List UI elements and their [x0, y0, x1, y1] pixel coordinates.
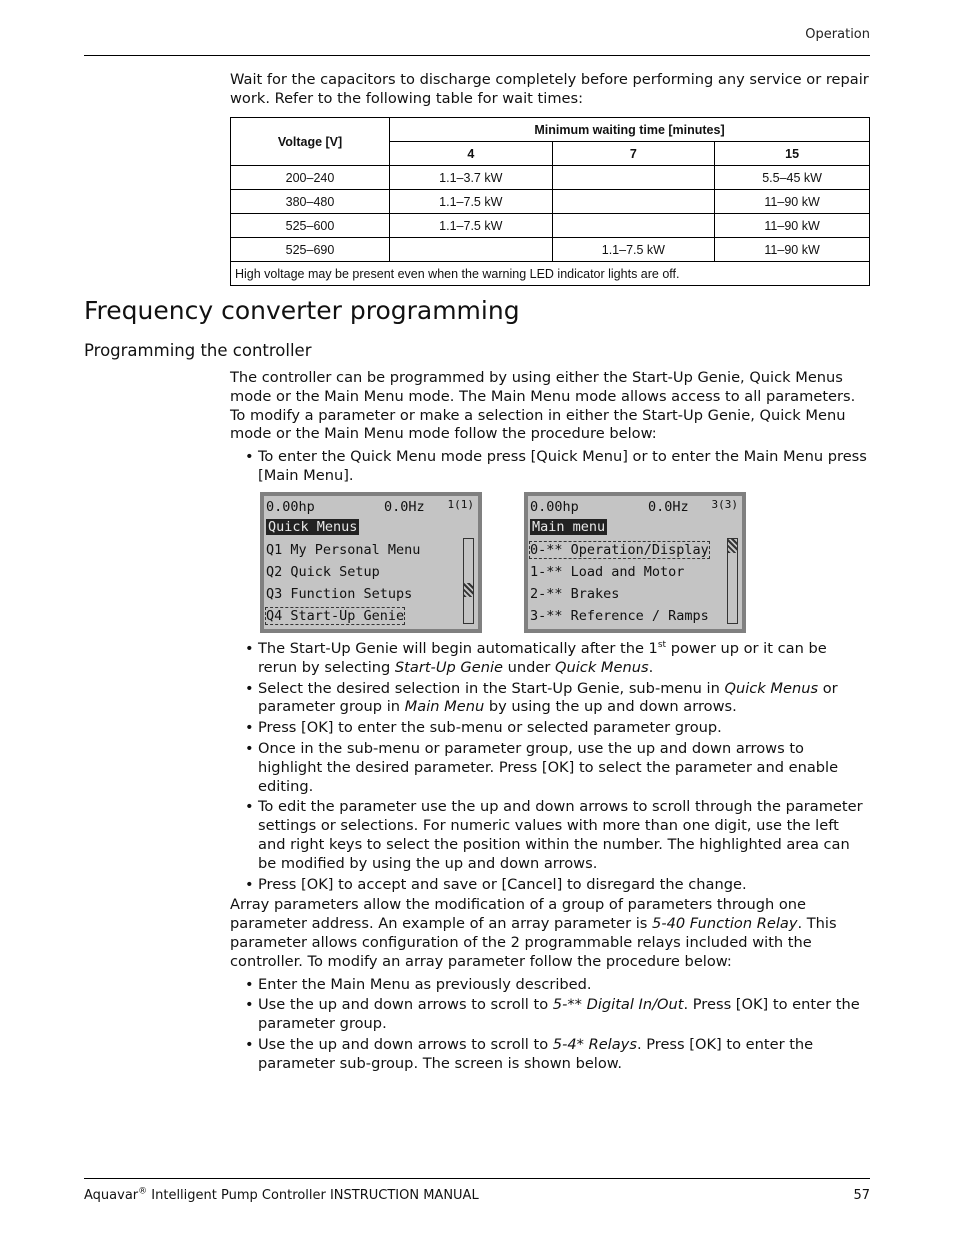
list-item: • Use the up and down arrows to scroll to 5-4* Relays. Press [OK] to enter the parameter sub-group. The screen is shown below. — [230, 1036, 870, 1074]
lcd-scroll-thumb — [464, 583, 473, 597]
table-cell — [390, 238, 553, 262]
lcd-menu-item: Q3 Function Setups — [266, 586, 413, 602]
header-7-min: 7 — [552, 142, 715, 166]
list-item: • Press [OK] to enter the sub-menu or selected parameter group. — [230, 719, 870, 738]
table-cell: 11–90 kW — [715, 190, 870, 214]
header-rule — [84, 55, 870, 56]
table-cell: 380–480 — [231, 190, 390, 214]
lcd-status-left: 0.00hp — [266, 499, 315, 515]
list-item: • Select the desired selection in the Start-Up Genie, sub-menu in Quick Menus or parameter group in Main Menu by using the up and down arrows. — [230, 680, 870, 718]
table-cell: 1.1–7.5 kW — [390, 190, 553, 214]
table-cell: 1.1–7.5 kW — [390, 214, 553, 238]
programming-intro-text: The controller can be programmed by using either the Start-Up Genie, Quick Menus mode or the Main Menu mode. The Main Menu mode allows access to all parameters. To modify a parameter or make a selection in either the Start-Up Genie, Quick Menu mode or the Main Menu mode follow the procedure below: — [230, 369, 856, 443]
table-cell: 525–690 — [231, 238, 390, 262]
list-item: • Enter the Main Menu as previously described. — [230, 976, 870, 995]
header-4-min: 4 — [390, 142, 553, 166]
lcd-title: Quick Menus — [268, 519, 358, 535]
header-wait-time: Minimum waiting time [minutes] — [390, 118, 870, 142]
procedure-steps — [230, 640, 870, 1076]
section-heading: Frequency converter programming — [84, 296, 520, 325]
table-row — [231, 238, 870, 262]
table-cell: 1.1–7.5 kW — [552, 238, 715, 262]
lcd-menu-item-selected: 0-** Operation/Display — [530, 542, 709, 558]
footer-rule — [84, 1178, 870, 1179]
wait-time-table — [230, 117, 870, 286]
lcd-scrollbar — [727, 538, 738, 624]
list-item: • Use the up and down arrows to scroll to 5-** Digital In/Out. Press [OK] to enter the parameter group. — [230, 996, 870, 1034]
lcd-status-right: 0.0Hz — [384, 499, 425, 515]
table-cell: 200–240 — [231, 166, 390, 190]
lcd-title: Main menu — [532, 519, 606, 535]
lcd-menu-item: Q2 Quick Setup — [266, 564, 380, 580]
lcd-menu-item-selected: Q4 Start-Up Genie — [266, 608, 405, 624]
lcd-menu-item: 1-** Load and Motor — [530, 564, 685, 580]
header-15-min: 15 — [715, 142, 870, 166]
lcd-menu-item: 3-** Reference / Ramps — [530, 608, 709, 624]
table-cell — [552, 214, 715, 238]
programming-intro — [230, 369, 870, 488]
footer-title: Aquavar® Intelligent Pump Controller INSTRUCTION MANUAL — [84, 1186, 479, 1203]
table-cell: 11–90 kW — [715, 214, 870, 238]
lcd-menu-item: 2-** Brakes — [530, 586, 620, 602]
list-item: • Once in the sub-menu or parameter group, use the up and down arrows to highlight the desired parameter. Press [OK] to select the parameter and enable editing. — [230, 740, 870, 796]
table-cell — [552, 190, 715, 214]
array-parameters-paragraph: Array parameters allow the modification of a group of parameters through one parameter address. An example of an array parameter is 5-40 Function Relay. This parameter allows configuration of the 2 programmable relays included with the controller. To modify an array parameter follow the procedure below: — [230, 896, 837, 970]
lcd-status-left: 0.00hp — [530, 499, 579, 515]
list-item: • To edit the parameter use the up and down arrows to scroll through the parameter settings or selections. For numeric values with more than one digit, use the left and right keys to select the position within the number. The highlighted area can be modified by using the up and down arrows. — [230, 798, 870, 873]
lcd-scrollbar — [463, 538, 474, 624]
lcd-scroll-thumb — [728, 539, 737, 553]
table-note: High voltage may be present even when the warning LED indicator lights are off. — [231, 262, 870, 286]
table-cell: 1.1–3.7 kW — [390, 166, 553, 190]
list-item: • To enter the Quick Menu mode press [Quick Menu] or to enter the Main Menu press [Main Menu]. — [230, 448, 870, 486]
header-voltage: Voltage [V] — [231, 118, 390, 166]
table-row — [231, 190, 870, 214]
intro-paragraph — [230, 71, 870, 109]
list-item: • Press [OK] to accept and save or [Cancel] to disregard the change. — [230, 876, 870, 895]
lcd-menu-index-icon: 3(3) — [711, 498, 738, 511]
subsection-heading: Programming the controller — [84, 341, 312, 360]
running-header: Operation — [805, 27, 870, 42]
lcd-status-right: 0.0Hz — [648, 499, 689, 515]
quick-menus-display — [260, 492, 482, 633]
table-row — [231, 166, 870, 190]
page-number: 57 — [853, 1188, 870, 1203]
lcd-menu-item: Q1 My Personal Menu — [266, 542, 421, 558]
table-cell — [552, 166, 715, 190]
table-row — [231, 214, 870, 238]
list-item: • The Start-Up Genie will begin automatically after the 1st power up or it can be rerun by selecting Start-Up Genie under Quick Menus. — [230, 640, 870, 678]
table-cell: 5.5–45 kW — [715, 166, 870, 190]
lcd-menu-index-icon: 1(1) — [447, 498, 474, 511]
table-cell: 11–90 kW — [715, 238, 870, 262]
main-menu-display — [524, 492, 746, 633]
intro-text: Wait for the capacitors to discharge completely before performing any service or repair work. Refer to the following table for wait times: — [230, 71, 869, 107]
table-cell: 525–600 — [231, 214, 390, 238]
